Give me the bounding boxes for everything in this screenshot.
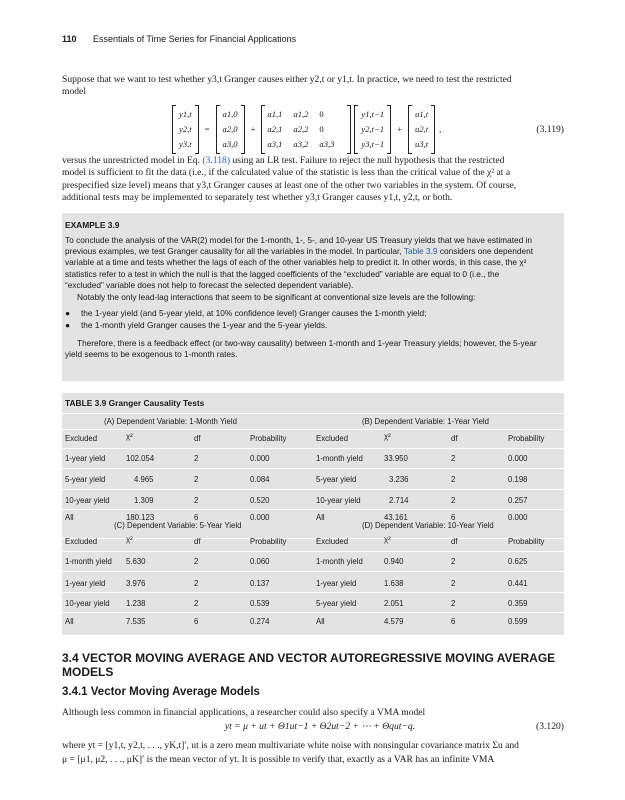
col-header: df xyxy=(451,434,458,443)
table-cell: 4.579 xyxy=(384,617,404,626)
table-cell: 0.625 xyxy=(508,557,528,566)
table-rule xyxy=(62,592,564,593)
table-ref-link[interactable]: Table 3.9 xyxy=(403,246,438,257)
table-cell: 33.950 xyxy=(384,454,408,463)
table-cell: 0.000 xyxy=(508,513,528,522)
bullet-text: the 1-year yield (and 5-year yield, at 10% confidence level) Granger causes the 1-month yield; xyxy=(81,308,427,318)
text-line: Therefore, there is a feedback effect (or two-way causality) between 1-month and 1-year Treasury yields; however, the 5-year xyxy=(77,338,537,348)
table-caption: TABLE 3.9 Granger Causality Tests xyxy=(65,398,205,408)
panel-title: (A) Dependent Variable: 1-Month Yield xyxy=(104,417,237,426)
table-cell: All xyxy=(316,617,325,626)
table-cell: 5-year yield xyxy=(316,599,357,608)
text-line xyxy=(65,246,559,257)
u-entry: u3,t xyxy=(415,138,429,149)
table-rule xyxy=(62,612,564,613)
table-cell: 0.520 xyxy=(250,496,270,505)
col-header: df xyxy=(194,434,201,443)
table-cell: 0.359 xyxy=(508,599,528,608)
col-header: df xyxy=(194,537,201,546)
col-header: Probability xyxy=(250,434,287,443)
page-number: 110 xyxy=(62,34,77,44)
A-entry: 0 xyxy=(319,108,324,119)
table-cell: 1.638 xyxy=(384,579,404,588)
vector-ylag xyxy=(354,105,391,154)
text-line: additional tests may be implemented to separately test whether y3,t Granger causes y1,t, y2,t, or both. xyxy=(62,191,453,203)
book-title: Essentials of Time Series for Financial Applications xyxy=(93,34,297,44)
table-rule xyxy=(62,468,564,469)
col-header: χ² xyxy=(384,535,391,544)
bullet-text: the 1-month yield Granger causes the 1-year and the 5-year yields. xyxy=(81,320,328,330)
bullet-item xyxy=(65,308,426,318)
plus-sign: + xyxy=(397,124,403,134)
col-header: Probability xyxy=(508,434,545,443)
text-line: variable at a time and tests whether the lags of each of the other variables help to predict it. In other words, in this case, the χ² xyxy=(65,257,527,268)
table-cell: 2 xyxy=(451,557,456,566)
heading-line: MODELS xyxy=(62,665,114,679)
u-entry: u2,t xyxy=(415,123,429,134)
vector-a0 xyxy=(216,105,245,154)
ylag-entry: y2,t−1 xyxy=(361,123,385,134)
intro-paragraph xyxy=(62,74,564,99)
text-line: μ = [μ1, μ2, . . ., μK]′ is the mean vector of yt. It is possible to verify that, exactly as a VAR has an infinite VMA xyxy=(62,754,495,766)
table-rule xyxy=(62,429,564,430)
table-cell: 43.161 xyxy=(384,513,408,522)
A-entry: 0 xyxy=(319,123,324,134)
equation-3-120: yt = μ + ut + Θ1ut−1 + Θ2ut−2 + ⋯ + Θqut−q. xyxy=(224,721,416,732)
col-header: Probability xyxy=(250,537,287,546)
after-equation-paragraph xyxy=(62,155,564,204)
running-header xyxy=(62,34,296,44)
table-cell: 1-month yield xyxy=(316,557,363,566)
text-span: considers one dependent xyxy=(439,246,533,257)
A-entry: a3,3 xyxy=(319,138,335,149)
text-span: previous examples, we test Granger causality for all the variables in the model. In particular, xyxy=(65,246,402,257)
table-cell: 6 xyxy=(194,513,199,522)
section-heading xyxy=(62,651,572,679)
a0-entry: a1,0 xyxy=(222,108,238,119)
table-rule xyxy=(62,413,564,414)
table-cell: 0.274 xyxy=(250,617,270,626)
table-3-9 xyxy=(62,393,564,635)
table-cell: 2 xyxy=(451,599,456,608)
bullet-icon: ● xyxy=(65,308,71,318)
col-header: Excluded xyxy=(65,434,98,443)
A-entry: a2,1 xyxy=(267,123,283,134)
table-cell: 2.714 xyxy=(389,496,409,505)
table-cell: All xyxy=(65,617,74,626)
table-cell: 6 xyxy=(451,617,456,626)
bullet-item xyxy=(65,320,327,330)
table-cell: 2 xyxy=(451,475,456,484)
table-cell: 7.535 xyxy=(126,617,146,626)
example-box xyxy=(62,213,564,381)
table-cell: 2 xyxy=(194,475,199,484)
u-entry: u1,t xyxy=(415,108,429,119)
table-cell: 180.123 xyxy=(126,513,155,522)
vma-definition xyxy=(62,740,564,767)
table-cell: 2 xyxy=(194,579,199,588)
example-label: EXAMPLE 3.9 xyxy=(65,220,120,230)
table-cell: 1.309 xyxy=(134,496,154,505)
vector-y xyxy=(172,105,199,154)
y-entry: y2,t xyxy=(179,123,192,134)
table-cell: 10-year yield xyxy=(65,599,110,608)
col-header: Excluded xyxy=(65,537,98,546)
col-header: Probability xyxy=(508,537,545,546)
col-header: df xyxy=(451,537,458,546)
subsection-heading: 3.4.1 Vector Moving Average Models xyxy=(62,686,260,698)
text-line xyxy=(62,155,564,167)
col-header: χ² xyxy=(126,432,133,441)
a0-entry: a2,0 xyxy=(222,123,238,134)
A-entry: a2,2 xyxy=(293,123,309,134)
table-cell: 2 xyxy=(194,557,199,566)
table-cell: All xyxy=(65,513,74,522)
table-cell: 2 xyxy=(451,579,456,588)
table-cell: 10-year yield xyxy=(316,496,361,505)
A-entry: a3,2 xyxy=(293,138,309,149)
table-cell: 3.976 xyxy=(126,579,146,588)
matrix-A xyxy=(261,105,351,154)
bullet-icon: ● xyxy=(65,320,71,330)
table-cell: 2 xyxy=(194,454,199,463)
table-cell: 1.238 xyxy=(126,599,146,608)
A-entry: a3,1 xyxy=(267,138,283,149)
text-span: using an LR test. Failure to reject the null hypothesis that the restricted xyxy=(232,155,505,166)
table-cell: 2 xyxy=(194,496,199,505)
table-cell: 3.236 xyxy=(389,475,409,484)
table-cell: 102.054 xyxy=(126,454,155,463)
text-line: To conclude the analysis of the VAR(2) model for the 1-month, 1-, 5-, and 10-year US Treasury yields that we have estimated in xyxy=(65,235,533,245)
intro-line-1: Suppose that we want to test whether y3,t Granger causes either y2,t or y1,t. In practice, we need to test the restricted xyxy=(62,74,512,85)
table-cell: 0.257 xyxy=(508,496,528,505)
intro-line-2: model xyxy=(62,86,86,98)
table-cell: 0.084 xyxy=(250,475,270,484)
table-cell: 0.000 xyxy=(250,513,270,522)
vector-u xyxy=(408,105,435,154)
equation-ref-link[interactable]: (3.118) xyxy=(202,155,231,166)
table-cell: 6 xyxy=(194,617,199,626)
table-cell: 1-year yield xyxy=(316,579,357,588)
A-entry: a1,2 xyxy=(293,108,309,119)
table-cell: 2 xyxy=(194,599,199,608)
col-header: χ² xyxy=(384,432,391,441)
table-cell: All xyxy=(316,513,325,522)
col-header: χ² xyxy=(126,535,133,544)
table-cell: 1-month yield xyxy=(65,557,112,566)
panel-title: (B) Dependent Variable: 1-Year Yield xyxy=(362,417,489,426)
table-cell: 0.539 xyxy=(250,599,270,608)
panel-title: (C) Dependent Variable: 5-Year Yield xyxy=(114,521,242,530)
table-cell: 1-month yield xyxy=(316,454,363,463)
table-rule xyxy=(62,551,564,552)
y-entry: y3,t xyxy=(179,138,192,149)
table-rule xyxy=(62,571,564,572)
table-cell: 5-year yield xyxy=(65,475,106,484)
example-paragraph-2: Notably the only lead-lag interactions that seem to be significant at conventional size levels are the following: xyxy=(77,292,476,302)
col-header: Excluded xyxy=(316,434,349,443)
table-cell: 2 xyxy=(451,454,456,463)
table-cell: 0.198 xyxy=(508,475,528,484)
text-line: statistics refer to a test in which the null is that the lagged coefficients of the “excluded” variable are equal to 0 (i.e., the xyxy=(65,268,500,279)
text-span: versus the unrestricted model in Eq. xyxy=(62,155,201,166)
text-line: prespecified size level) means that y3,t Granger causes at least one of the other two variables in the system. Of course, xyxy=(62,179,517,191)
table-cell: 0.000 xyxy=(250,454,270,463)
table-cell: 2.051 xyxy=(384,599,404,608)
a0-entry: a3,0 xyxy=(222,138,238,149)
example-paragraph-1 xyxy=(65,235,559,291)
equation-number: (3.120) xyxy=(536,721,564,732)
table-cell: 0.060 xyxy=(250,557,270,566)
A-entry: a1,1 xyxy=(267,108,283,119)
equals-sign: = xyxy=(204,124,210,134)
ylag-entry: y1,t−1 xyxy=(361,108,385,119)
table-rule xyxy=(62,509,564,510)
equation-number: (3.119) xyxy=(536,124,564,135)
ylag-entry: y3,t−1 xyxy=(361,138,385,149)
table-cell: 0.441 xyxy=(508,579,528,588)
text-line: “excluded” variable does not help to forecast the selected dependent variable). xyxy=(65,279,354,290)
vma-paragraph: Although less common in financial applications, a researcher could also specify a VMA model xyxy=(62,707,426,718)
table-cell: 5.630 xyxy=(126,557,146,566)
text-line: model is sufficient to fit the data (i.e., if the calculated value of the statistic is less than the critical value of the χ² at a xyxy=(62,167,511,179)
table-cell: 6 xyxy=(451,513,456,522)
table-cell: 0.137 xyxy=(250,579,270,588)
table-rule xyxy=(62,489,564,490)
table-rule xyxy=(62,448,564,449)
text-line: yield seems to be exogenous to 1-month rates. xyxy=(65,349,238,360)
table-cell: 10-year yield xyxy=(65,496,110,505)
text-line: where yt = [y1,t, y2,t, . . ., yK,t]′, ut is a zero mean multivariate white noise with nonsingular covariance matrix Σu and xyxy=(62,740,519,751)
equation-3-119: y1,t y2,t y3,t = a1,0 a2,0 a3,0 + a1,1 a1,2 0 a2,1 a2,2 0 a3,1 a3,2 a3,3 y1,t−1 y2,t−1 y3,t−1 + u1,t u2,t u3,t , xyxy=(172,104,441,154)
table-cell: 1-year yield xyxy=(65,579,106,588)
table-cell: 1-year yield xyxy=(65,454,106,463)
table-cell: 0.000 xyxy=(508,454,528,463)
panel-title: (D) Dependent Variable: 10-Year Yield xyxy=(362,521,494,530)
col-header: Excluded xyxy=(316,537,349,546)
plus-sign: + xyxy=(250,124,256,134)
table-cell: 4.965 xyxy=(134,475,154,484)
table-cell: 0.599 xyxy=(508,617,528,626)
table-rule xyxy=(62,538,564,539)
table-cell: 5-year yield xyxy=(316,475,357,484)
y-entry: y1,t xyxy=(179,108,192,119)
table-cell: 2 xyxy=(451,496,456,505)
table-cell: 0.940 xyxy=(384,557,404,566)
example-paragraph-3 xyxy=(65,338,559,360)
heading-line: 3.4 VECTOR MOVING AVERAGE AND VECTOR AUTOREGRESSIVE MOVING AVERAGE xyxy=(62,651,556,665)
